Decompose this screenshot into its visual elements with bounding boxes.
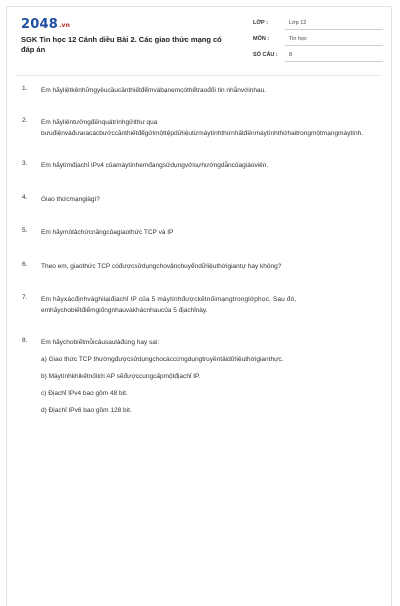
question-number: 6. — [22, 261, 28, 268]
answer-option-c: c) Địachỉ IPv4 bao gồm 48 bit. — [41, 390, 128, 397]
question-line: emhãychobiếtđiểmgiốngnhauvàkhácnhaucủa 5 địachỉnày. — [41, 307, 208, 314]
question-text — [41, 160, 391, 171]
question-text — [41, 261, 391, 272]
header-divider — [17, 75, 381, 76]
question-line: Theo em, giaothức TCP cóđượcsửdụngchovậnchuyểndữliệuthờigiantự hay không? — [41, 263, 282, 270]
question-text — [41, 194, 391, 205]
question-line: Em hãyxácđịnhvàghilạiđịachỉ IP của 5 máytínhđượckếtnốimạngtronglớphọc. Sau đó, — [41, 296, 297, 303]
worksheet-header — [7, 7, 392, 67]
question-number: 4. — [22, 194, 28, 201]
title-line-1: SGK Tin học 12 Cánh diều Bài 2. Các giao thức mạng có — [21, 35, 222, 44]
meta-count-value: 8 — [285, 52, 383, 62]
question-line: Em hãytìmđịachỉ IPv4 củamáytínhemđangsửdụngvớisựhướngdẫncủagiáoviên. — [41, 162, 269, 169]
title-line-2: đáp án — [21, 45, 46, 54]
question-number: 8. — [22, 337, 28, 344]
site-logo[interactable] — [21, 17, 70, 32]
meta-class-label: LỚP : — [253, 20, 268, 26]
question-text — [41, 117, 391, 139]
question-number: 7. — [22, 294, 28, 301]
meta-count-row — [253, 50, 383, 64]
question-line: Em hãymôtảchứcnăngcủagiaothức TCP và IP — [41, 229, 174, 236]
question-number: 1. — [22, 85, 28, 92]
question-line: Em hãychobiếtmỗicâusaulàđúng hay sai: — [41, 339, 160, 346]
question-text — [41, 294, 391, 316]
answer-option-b: b) Máytínhkhikếtnốitới AP sẽđượccungcấpmộtđịachỉ IP. — [41, 373, 201, 380]
meta-subject-value: Tin học — [285, 36, 383, 46]
question-text — [41, 85, 391, 96]
document-title — [21, 35, 241, 55]
question-number: 2. — [22, 117, 28, 124]
meta-subject-label: MÔN : — [253, 36, 270, 42]
meta-class-value: Lớp 12 — [285, 20, 383, 30]
question-line: bưuđiệnvàđưaracácbướccầnthiếtđểgửimộttệpdữliệutừmáytínhthứnhấtđếnmáytínhthứhaitrongmộtmạngmáytính. — [41, 130, 364, 137]
question-line: Em hãyliệtkênhữngyêucầucầnthiếtđểmvàbạnemcóthểtraođổi tin nhắnvớinhau. — [41, 87, 267, 94]
question-line: Em hãyliêntưởngđếnquátrìnhgửithư qua — [41, 119, 158, 126]
question-text — [41, 337, 391, 416]
meta-class-row — [253, 18, 383, 32]
question-number: 5. — [22, 227, 28, 234]
question-line: Giao thứcmạnglàgì? — [41, 196, 100, 203]
meta-count-label: SỐ CÂU : — [253, 52, 278, 58]
question-text — [41, 227, 391, 238]
answer-option-d: d) Địachỉ IPv6 bao gồm 128 bit. — [41, 407, 132, 414]
answer-option-a: a) Giao thức TCP thườngđượcsửdụngchocáccứngdụngtruyềntảidữliệuthờigianthực. — [41, 356, 284, 363]
worksheet-page — [6, 6, 392, 606]
logo-suffix: .vn — [58, 22, 71, 29]
meta-info — [253, 18, 383, 66]
meta-subject-row — [253, 34, 383, 48]
question-number: 3. — [22, 160, 28, 167]
logo-text: 2048 — [21, 17, 58, 32]
